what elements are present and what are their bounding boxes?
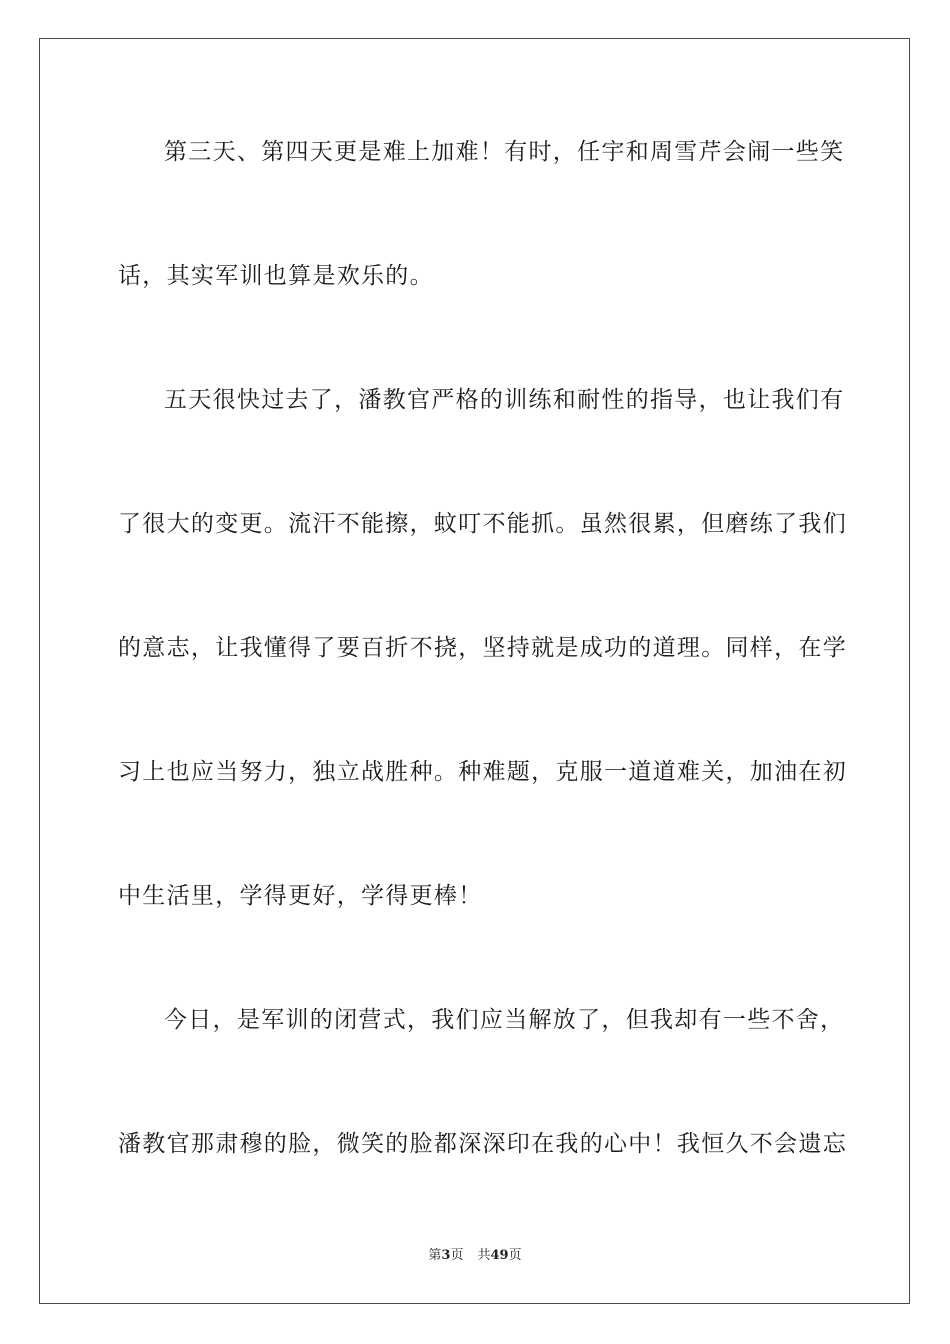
page-prefix: 第 bbox=[428, 1248, 442, 1263]
paragraph-3-line-2: 潘教官那肃穆的脸，微笑的脸都深深印在我的心中！我恒久不会遗忘 bbox=[118, 1131, 847, 1157]
total-prefix: 共 bbox=[477, 1248, 491, 1263]
paragraph-1-line-2: 话，其实军训也算是欢乐的。 bbox=[118, 263, 434, 289]
paragraph-2-line-4: 习上也应当努力，独立战胜种。种难题，克服一道道难关，加油在初 bbox=[118, 759, 847, 785]
total-suffix: 页 bbox=[508, 1248, 522, 1263]
paragraph-2-line-3: 的意志，让我懂得了要百折不挠，坚持就是成功的道理。同样，在学 bbox=[118, 635, 847, 661]
paragraph-3-line-1: 今日，是军训的闭营式，我们应当解放了，但我却有一些不舍， bbox=[164, 1007, 845, 1033]
page-number: 3 bbox=[441, 1248, 451, 1263]
paragraph-2-line-5: 中生活里，学得更好，学得更棒！ bbox=[118, 883, 483, 909]
page-suffix: 页 bbox=[450, 1248, 464, 1263]
paragraph-1-line-1: 第三天、第四天更是难上加难！有时，任宇和周雪芹会闹一些笑 bbox=[164, 139, 845, 165]
page-border bbox=[39, 38, 910, 1304]
total-pages: 49 bbox=[490, 1248, 509, 1263]
paragraph-2-line-2: 了很大的变更。流汗不能擦，蚊叮不能抓。虽然很累，但磨练了我们 bbox=[118, 511, 847, 537]
paragraph-2-line-1: 五天很快过去了，潘教官严格的训练和耐性的指导，也让我们有 bbox=[164, 387, 845, 413]
page-footer bbox=[0, 1247, 950, 1265]
